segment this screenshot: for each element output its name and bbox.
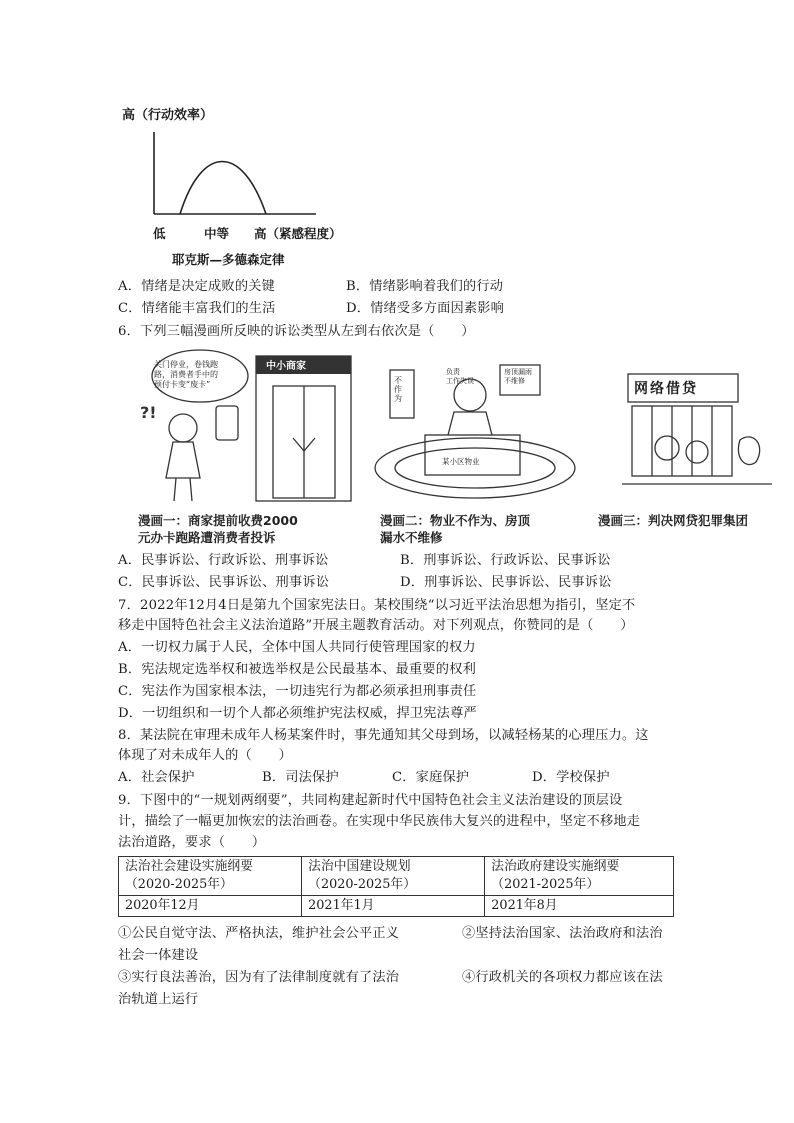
comic-1-shop-sign: 中小商家 <box>266 361 306 372</box>
office-desk <box>425 435 520 475</box>
table-cell: 法治中国建设规划 （2020-2025年） <box>302 857 485 896</box>
q5-option-a[interactable]: A．情绪是决定成败的关键 <box>118 279 275 294</box>
q6-stem: 6．下列三幅漫画所反映的诉讼类型从左到右依次是（ ） <box>118 324 475 339</box>
comic-2-caption: 漫画二：物业不作为、房顶 漏水不维修 <box>380 513 531 545</box>
q9-statement-4-line-2: 治轨道上运行 <box>118 992 199 1007</box>
q7-option-b[interactable]: B．宪法规定选举权和被选举权是公民最基本、最重要的权利 <box>118 662 476 677</box>
table-cell: 2020年12月 <box>119 896 302 917</box>
comic-1-bubble-text: 关门停业，卷钱跑 路，消费者手中的 预付卡变“废卡” <box>154 360 218 389</box>
comic-2-drawing <box>370 350 580 505</box>
comic-3-sign: 网络借贷 <box>634 381 698 397</box>
q8-stem-line-1: 8．某法院在审理未成年人杨某案件时，事先通知其父母到场，以减轻杨某的心理压力。这 <box>118 728 649 743</box>
q9-stem-line-3: 法治道路，要求（ ） <box>118 835 266 850</box>
q7-stem-line-1: 7．2022年12月4日是第九个国家宪法日。某校围绕“以习近平法治思想为指引，坚定不 <box>118 598 636 613</box>
q6-option-c[interactable]: C．民事诉讼、民事诉讼、刑事诉讼 <box>118 575 330 590</box>
desk-label: 某小区物业 <box>442 457 480 466</box>
comic-3-caption: 漫画三：判决网贷犯罪集团 <box>598 513 749 528</box>
curve-chart <box>120 124 320 224</box>
q8-option-b[interactable]: B．司法保护 <box>262 770 339 785</box>
table-cell: 2021年8月 <box>485 896 674 917</box>
figure-caption: 耶克斯—多德森定律 <box>172 252 285 267</box>
table-cell: 2021年1月 <box>302 896 485 917</box>
criminal-figure-2 <box>686 441 708 463</box>
q6-option-b[interactable]: B．刑事诉讼、行政诉讼、民事诉讼 <box>400 553 611 568</box>
inverted-u-curve <box>180 162 266 215</box>
q6-option-a[interactable]: A．民事诉讼、行政诉讼、刑事诉讼 <box>118 553 329 568</box>
comic-1-caption: 漫画一：商家提前收费2000 元办卡跑路遭消费者投诉 <box>138 513 298 545</box>
q8-option-d[interactable]: D．学校保护 <box>532 770 610 785</box>
law-documents-table <box>118 856 674 917</box>
table-cell: 法治政府建设实施纲要 （2021-2025年） <box>485 857 674 896</box>
criminal-figure <box>655 436 679 460</box>
q5-option-b[interactable]: B．情绪影响着我们的行动 <box>346 279 504 294</box>
q7-option-c[interactable]: C．宪法作为国家根本法，一切违宪行为都必须承担刑事责任 <box>118 684 477 699</box>
table-cell: 法治社会建设实施纲要 （2020-2025年） <box>119 857 302 896</box>
q9-stem-line-1: 9．下图中的“一规划两纲要”，共同构建起新时代中国特色社会主义法治建设的顶层设 <box>118 793 623 808</box>
prepaid-card-icon <box>216 406 238 440</box>
figure-y-axis-label: 高（行动效率） <box>122 108 214 123</box>
x-axis-mid-label: 中等 <box>204 226 230 241</box>
question-marks: ?! <box>140 403 157 422</box>
money-bag-icon <box>738 437 759 465</box>
table-row <box>119 857 674 896</box>
q9-stem-line-2: 计，描绘了一幅更加恢宏的法治画卷。在实现中华民族伟大复兴的进程中，坚定不移地走 <box>118 814 641 829</box>
q7-stem-line-2: 移走中国特色社会主义法治道路”开展主题教育活动。对下列观点，你赞同的是（ ） <box>118 618 634 633</box>
x-axis-high-label: 高（紧感程度） <box>254 226 342 241</box>
q7-option-d[interactable]: D．一切组织和一切个人都必须维护宪法权威，捍卫宪法尊严 <box>118 706 477 721</box>
q9-statement-3[interactable]: ③实行良法善治，因为有了法律制度就有了法治 <box>118 970 400 985</box>
q8-option-a[interactable]: A．社会保护 <box>118 770 195 785</box>
q9-statement-4-line-1[interactable]: ④行政机关的各项权力都应该在法 <box>462 970 663 985</box>
sign-work-error: 负责 工作失误 <box>446 368 474 385</box>
consumer-head <box>169 414 197 442</box>
q7-option-a[interactable]: A．一切权力属于人民，全体中国人共同行使管理国家的权力 <box>118 640 476 655</box>
sign-roof-leak: 房顶漏雨 不维修 <box>504 368 532 385</box>
consumer-body <box>166 442 200 478</box>
manager-body <box>448 412 492 435</box>
sign-not-acting: 不作为 <box>394 376 402 403</box>
cage-bars <box>632 406 732 476</box>
x-axis-low-label: 低 <box>153 226 166 241</box>
table-row <box>119 896 674 917</box>
q8-option-c[interactable]: C．家庭保护 <box>392 770 470 785</box>
q8-stem-line-2: 体现了对未成年人的（ ） <box>118 748 293 763</box>
q5-option-d[interactable]: D．情绪受多方面因素影响 <box>346 301 505 316</box>
q5-option-c[interactable]: C．情绪能丰富我们的生活 <box>118 301 276 316</box>
q9-statement-2-line-2: 社会一体建设 <box>118 948 199 963</box>
q9-statement-1[interactable]: ①公民自觉守法、严格执法，维护社会公平正义 <box>118 926 400 941</box>
water-puddle <box>375 438 575 498</box>
q9-statement-2-line-1[interactable]: ②坚持法治国家、法治政府和法治 <box>462 926 663 941</box>
q6-option-d[interactable]: D．刑事诉讼、民事诉讼、民事诉讼 <box>400 575 612 590</box>
